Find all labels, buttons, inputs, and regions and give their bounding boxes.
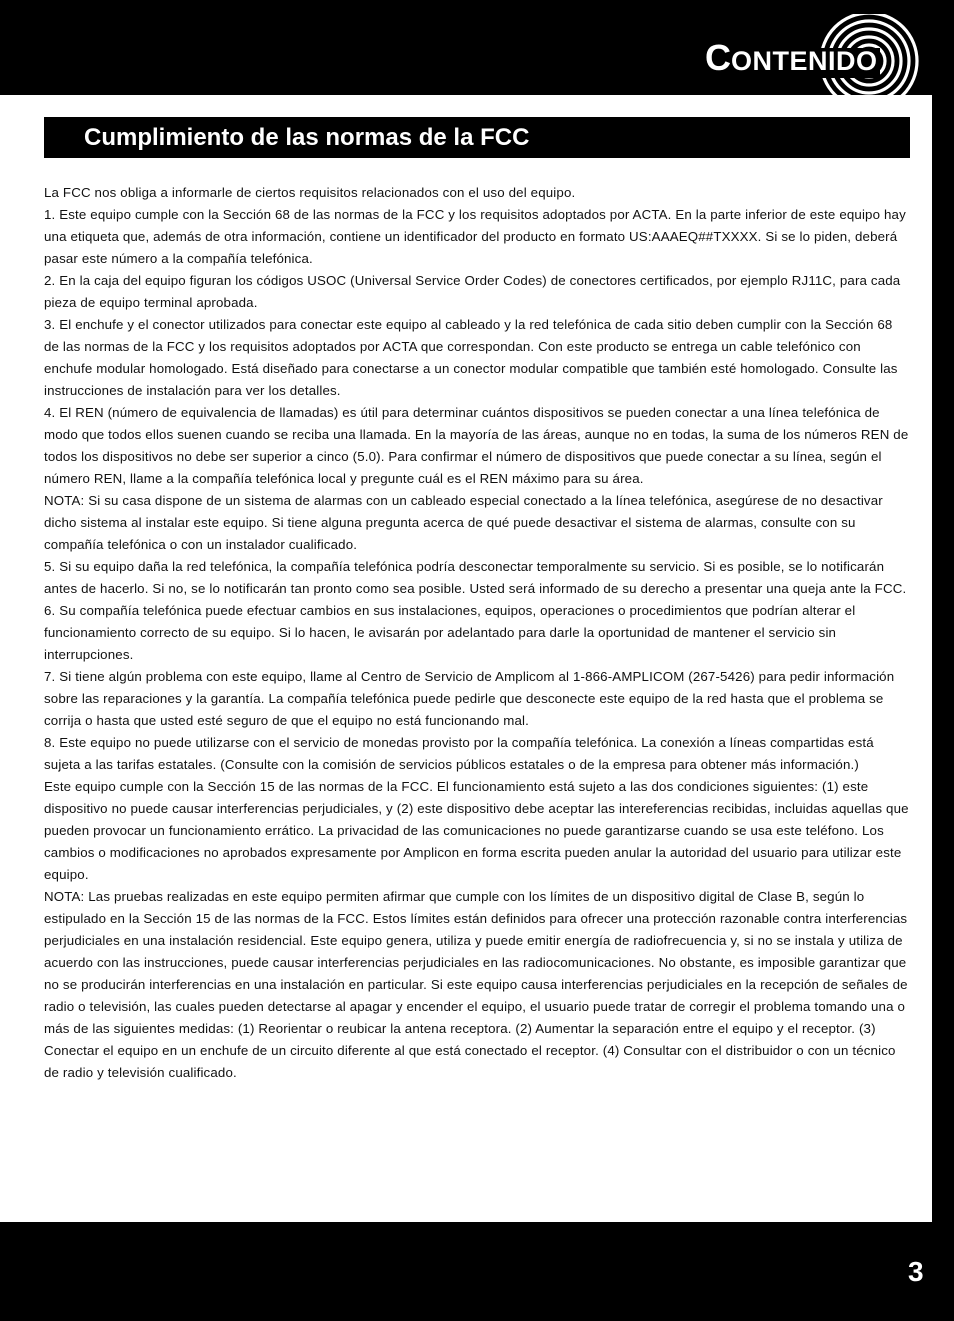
paragraph-item-2: 2. En la caja del equipo figuran los códigos USOC (Universal Service Order Codes) de conectores certificados, por ejemplo RJ11C, para cada pieza de equipo terminal aprobada. <box>44 273 901 310</box>
paragraph-intro: La FCC nos obliga a informarle de ciertos requisitos relacionados con el uso del equipo. <box>44 185 576 200</box>
page-number: 3 <box>908 1256 924 1287</box>
chapter-title <box>705 37 878 78</box>
paragraph-item-8: 8. Este equipo no puede utilizarse con el servicio de monedas provisto por la compañía telefónica. La conexión a líneas compartidas está sujeta a las tarifas estatales. (Consulte con la comisión de servicios públicos estatales o de la empresa para obtener más información.) <box>44 735 874 772</box>
body-text <box>44 182 910 1084</box>
paragraph-item-7: 7. Si tiene algún problema con este equipo, llame al Centro de Servicio de Amplicom al 1-866-AMPLICOM (267-5426) para pedir información sobre las reparaciones y la garantía. La compañía telefónica puede pedirle que desconecte este equipo de la red hasta que el problema se corrija o hasta que usted esté seguro de que el equipo no está funcionando mal. <box>44 669 895 728</box>
paragraph-note-alarms: NOTA: Si su casa dispone de un sistema de alarmas con un cableado especial conectado a la línea telefónica, asegúrese de no desactivar dicho sistema al instalar este equipo. Si tiene alguna pregunta acerca de qué puede desactivar el sistema de alarmas, consulte con su compañía telefónica o con un instalador cualificado. <box>44 493 883 552</box>
section-heading-bar <box>44 117 910 158</box>
paragraph-section-15: Este equipo cumple con la Sección 15 de las normas de la FCC. El funcionamiento está sujeto a las dos condiciones siguientes: (1) este dispositivo no puede causar interferencias perjudiciales, y (2) este dispositivo debe aceptar las intereferencias recibidas, incluidas aquellas que pueden provocar un funcionamiento errático. La privacidad de las comunicaciones no puede garantizarse cuando se usa este teléfono. Los cambios o modificaciones no aprobados expresamente por Amplicon en forma escrita pueden anular la autoridad del usuario para utilizar este equipo. <box>44 779 909 882</box>
paragraph-item-6: 6. Su compañía telefónica puede efectuar cambios en sus instalaciones, equipos, operaciones o procedimientos que podrían alterar el funcionamiento correcto de su equipo. Si lo hacen, le avisarán por adelantado para darle la oportunidad de mantener el servicio sin interrupciones. <box>44 603 856 662</box>
section-title: Cumplimiento de las normas de la FCC <box>84 124 530 151</box>
paragraph-item-1: 1. Este equipo cumple con la Sección 68 de las normas de la FCC y los requisitos adoptados por ACTA. En la parte inferior de este equipo hay una etiqueta que, además de otra información, contiene un identificador del producto en formato US:AAAEQ##TXXXX. Si se lo piden, deberá pasar este número a la compañía telefónica. <box>44 207 906 266</box>
paragraph-item-3: 3. El enchufe y el conector utilizados para conectar este equipo al cableado y la red telefónica de cada sitio deben cumplir con la Sección 68 de las normas de la FCC y los requisitos adoptados por ACTA que correspondan. Con este producto se entrega un cable telefónico con enchufe modular homologado. Está diseñado para conectarse a un conector modular compatible que también esté homologado. Consulte las instrucciones de instalación para ver los detalles. <box>44 317 898 398</box>
chapter-title-initial: C <box>705 37 731 78</box>
paragraph-item-4: 4. El REN (número de equivalencia de llamadas) es útil para determinar cuántos dispositivos se pueden conectar a una línea telefónica de modo que todos ellos suenen cuando se reciba una llamada. En la mayoría de las áreas, aunque no en todas, la suma de los números REN de todos los dispositivos no debe ser superior a cinco (5.0). Para confirmar el número de dispositivos que puede conectar a su línea, según el número REN, llame a la compañía telefónica local y pregunte cuál es el REN máximo para su área. <box>44 405 909 486</box>
paragraph-note-class-b: NOTA: Las pruebas realizadas en este equipo permiten afirmar que cumple con los límites de un dispositivo digital de Clase B, según lo estipulado en la Sección 15 de las normas de la FCC. Estos límites están definidos para ofrecer una protección razonable contra interferencias perjudiciales en una instalación residencial. Este equipo genera, utiliza y puede emitir energía de radiofrecuencia y, si no se instala y utiliza de acuerdo con las instrucciones, puede causar interferencias perjudiciales en las radiocomunicaciones. No obstante, es imposible garantizar que no se producirán interferencias en una instalación en particular. Si este equipo causa interferencias perjudiciales en la recepción de señales de radio o televisión, las cuales pueden detectarse al apagar y encender el equipo, el usuario puede tratar de corregir el problema tomando una o más de las siguientes medidas: (1) Reorientar o reubicar la antena receptora. (2) Aumentar la separación entre el equipo y el receptor. (3) Conectar el equipo en un enchufe de un circuito diferente al que está conectado el receptor. (4) Consultar con el distribuidor o con un técnico de radio y televisión cualificado. <box>44 889 908 1080</box>
chapter-title-rest: ONTENIDO <box>731 46 878 76</box>
right-edge-strip <box>932 95 954 1321</box>
footer-band <box>0 1222 954 1321</box>
paragraph-item-5: 5. Si su equipo daña la red telefónica, la compañía telefónica podría desconectar temporalmente su servicio. Si es posible, se lo notificarán antes de hacerlo. Si no, se lo notificarán tan pronto como sea posible. Usted será informado de su derecho a presentar una queja ante la FCC. <box>44 559 907 596</box>
